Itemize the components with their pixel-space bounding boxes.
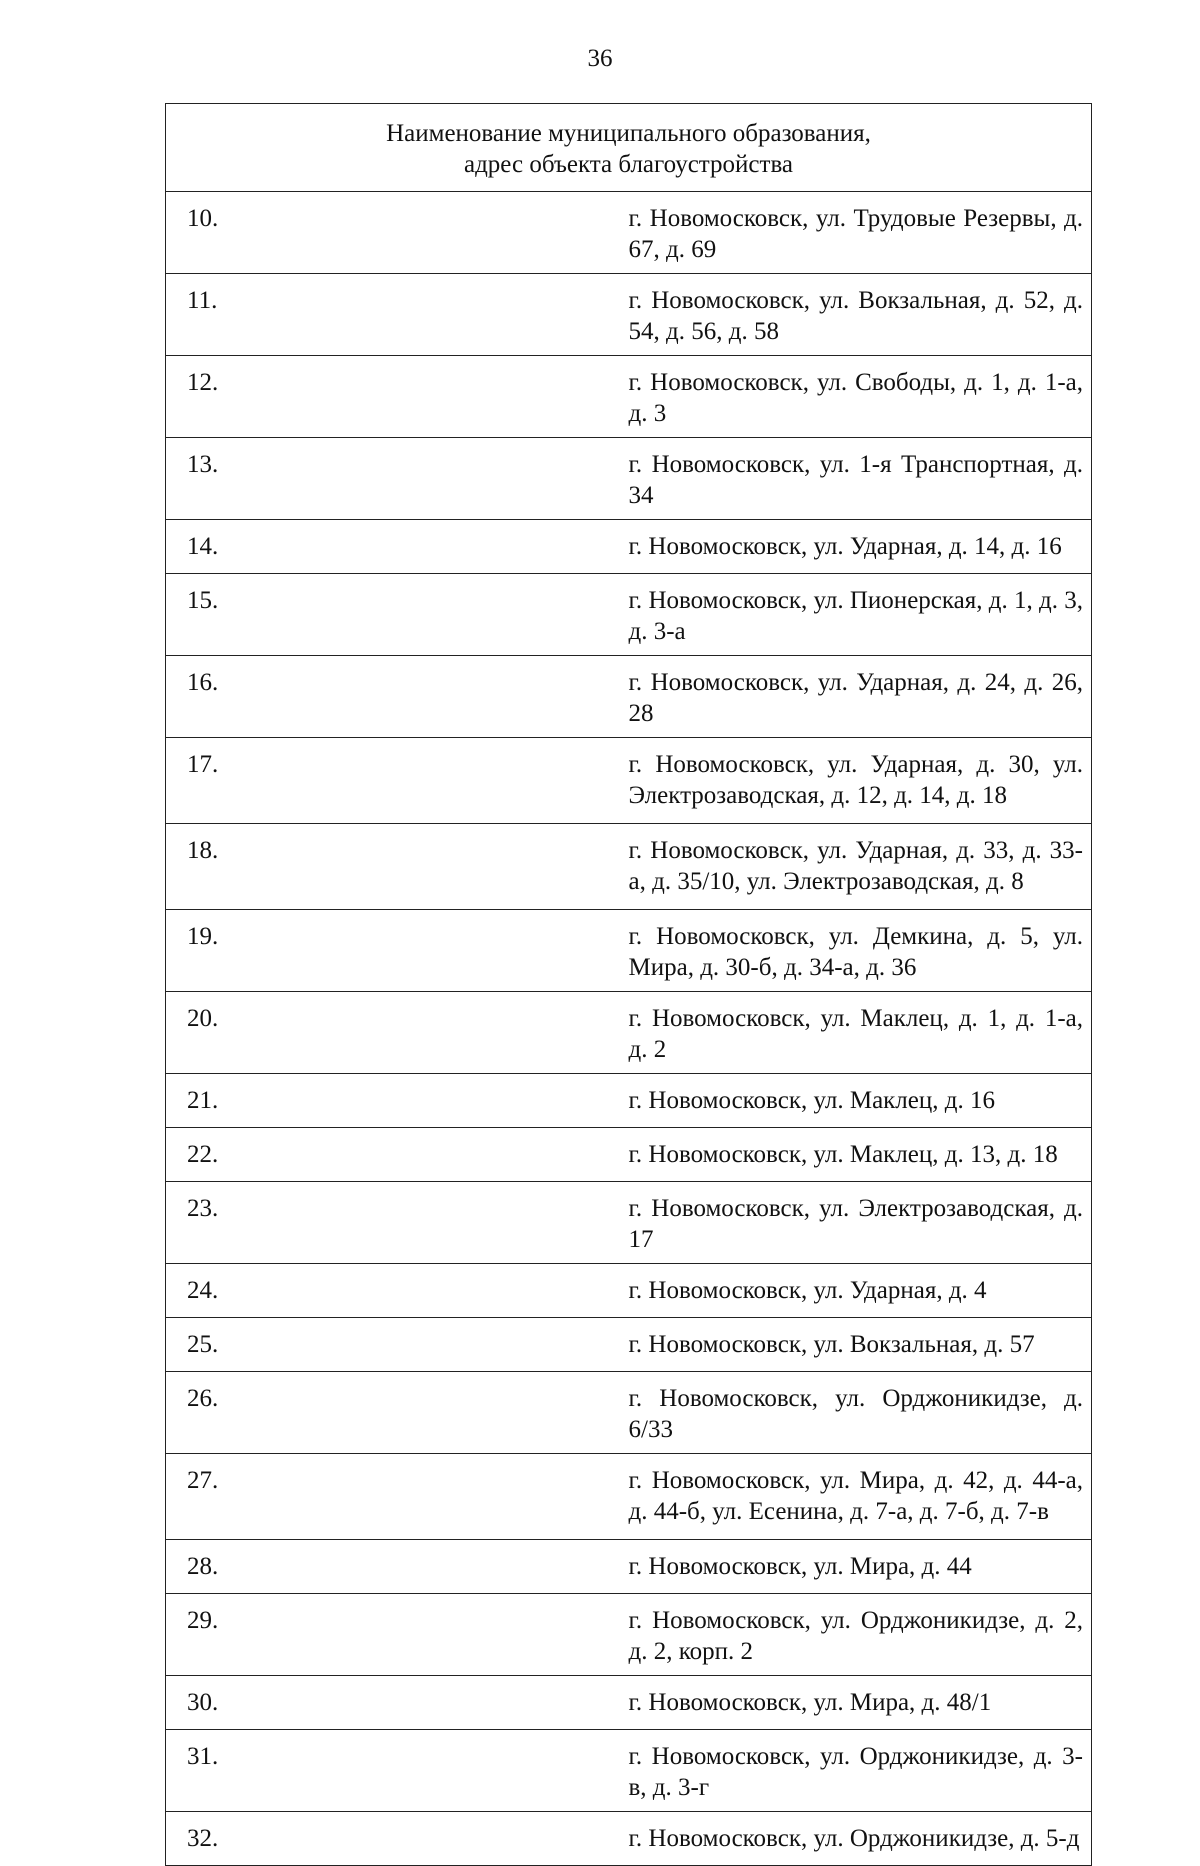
row-address: г. Новомосковск, ул. Орджоникидзе, д. 6/33 bbox=[629, 1372, 1092, 1454]
table-row bbox=[166, 1812, 1092, 1866]
header-line-1: Наименование муниципального образования, bbox=[386, 120, 871, 147]
row-address: г. Новомосковск, ул. Ударная, д. 24, д. 26, 28 bbox=[629, 656, 1092, 738]
table-row bbox=[166, 1454, 1092, 1540]
table-row bbox=[166, 274, 1092, 356]
row-number: 16. bbox=[166, 656, 629, 738]
table-row bbox=[166, 1318, 1092, 1372]
row-address: г. Новомосковск, ул. Орджоникидзе, д. 5-д bbox=[629, 1812, 1092, 1866]
header-line-2: адрес объекта благоустройства bbox=[463, 151, 794, 178]
row-number: 29. bbox=[166, 1594, 629, 1676]
table-row bbox=[166, 356, 1092, 438]
row-address: г. Новомосковск, ул. Мира, д. 44 bbox=[629, 1540, 1092, 1594]
row-number: 15. bbox=[166, 574, 629, 656]
table-row bbox=[166, 1676, 1092, 1730]
table-row bbox=[166, 1074, 1092, 1128]
row-number: 31. bbox=[166, 1730, 629, 1812]
row-address: г. Новомосковск, ул. Ударная, д. 4 bbox=[629, 1264, 1092, 1318]
table-row bbox=[166, 992, 1092, 1074]
row-number: 18. bbox=[166, 824, 629, 910]
table-row bbox=[166, 1182, 1092, 1264]
address-table bbox=[165, 103, 1092, 1866]
table-row bbox=[166, 192, 1092, 274]
row-address: г. Новомосковск, ул. Электрозаводская, д. 17 bbox=[629, 1182, 1092, 1264]
row-address: г. Новомосковск, ул. Трудовые Резервы, д. 67, д. 69 bbox=[629, 192, 1092, 274]
row-address: г. Новомосковск, ул. Вокзальная, д. 52, д. 54, д. 56, д. 58 bbox=[629, 274, 1092, 356]
row-number: 28. bbox=[166, 1540, 629, 1594]
row-number: 20. bbox=[166, 992, 629, 1074]
row-address: г. Новомосковск, ул. Маклец, д. 13, д. 18 bbox=[629, 1128, 1092, 1182]
row-address: г. Новомосковск, ул. 1-я Транспортная, д. 34 bbox=[629, 438, 1092, 520]
row-number: 10. bbox=[166, 192, 629, 274]
row-number: 24. bbox=[166, 1264, 629, 1318]
row-number: 23. bbox=[166, 1182, 629, 1264]
row-number: 12. bbox=[166, 356, 629, 438]
row-address: г. Новомосковск, ул. Маклец, д. 16 bbox=[629, 1074, 1092, 1128]
table-row bbox=[166, 738, 1092, 824]
row-number: 19. bbox=[166, 910, 629, 992]
row-address: г. Новомосковск, ул. Маклец, д. 1, д. 1-а, д. 2 bbox=[629, 992, 1092, 1074]
row-address: г. Новомосковск, ул. Свободы, д. 1, д. 1-а, д. 3 bbox=[629, 356, 1092, 438]
table-row bbox=[166, 1264, 1092, 1318]
table-row bbox=[166, 1128, 1092, 1182]
page-number: 36 bbox=[587, 45, 613, 72]
row-address: г. Новомосковск, ул. Мира, д. 42, д. 44-а, д. 44-б, ул. Есенина, д. 7-а, д. 7-б, д. 7-в bbox=[629, 1454, 1092, 1540]
table-header bbox=[166, 104, 1092, 192]
table-row bbox=[166, 574, 1092, 656]
row-number: 30. bbox=[166, 1676, 629, 1730]
row-address: г. Новомосковск, ул. Ударная, д. 14, д. 16 bbox=[629, 520, 1092, 574]
row-number: 21. bbox=[166, 1074, 629, 1128]
row-number: 17. bbox=[166, 738, 629, 824]
row-number: 22. bbox=[166, 1128, 629, 1182]
row-address: г. Новомосковск, ул. Демкина, д. 5, ул. Мира, д. 30-б, д. 34-а, д. 36 bbox=[629, 910, 1092, 992]
row-address: г. Новомосковск, ул. Пионерская, д. 1, д. 3, д. 3-а bbox=[629, 574, 1092, 656]
row-number: 32. bbox=[166, 1812, 629, 1866]
row-number: 13. bbox=[166, 438, 629, 520]
table-row bbox=[166, 1594, 1092, 1676]
table-row bbox=[166, 1372, 1092, 1454]
row-number: 26. bbox=[166, 1372, 629, 1454]
row-address: г. Новомосковск, ул. Орджоникидзе, д. 3-в, д. 3-г bbox=[629, 1730, 1092, 1812]
row-number: 11. bbox=[166, 274, 629, 356]
row-address: г. Новомосковск, ул. Ударная, д. 30, ул. Электрозаводская, д. 12, д. 14, д. 18 bbox=[629, 738, 1092, 824]
row-address: г. Новомосковск, ул. Мира, д. 48/1 bbox=[629, 1676, 1092, 1730]
row-address: г. Новомосковск, ул. Ударная, д. 33, д. 33-а, д. 35/10, ул. Электрозаводская, д. 8 bbox=[629, 824, 1092, 910]
table-header-row bbox=[166, 104, 1092, 192]
table-row bbox=[166, 824, 1092, 910]
row-address: г. Новомосковск, ул. Орджоникидзе, д. 2, д. 2, корп. 2 bbox=[629, 1594, 1092, 1676]
row-number: 27. bbox=[166, 1454, 629, 1540]
table-row bbox=[166, 520, 1092, 574]
row-number: 14. bbox=[166, 520, 629, 574]
table-row bbox=[166, 438, 1092, 520]
table-row bbox=[166, 910, 1092, 992]
table-row bbox=[166, 1730, 1092, 1812]
table-row bbox=[166, 656, 1092, 738]
table-row bbox=[166, 1540, 1092, 1594]
row-address: г. Новомосковск, ул. Вокзальная, д. 57 bbox=[629, 1318, 1092, 1372]
row-number: 25. bbox=[166, 1318, 629, 1372]
